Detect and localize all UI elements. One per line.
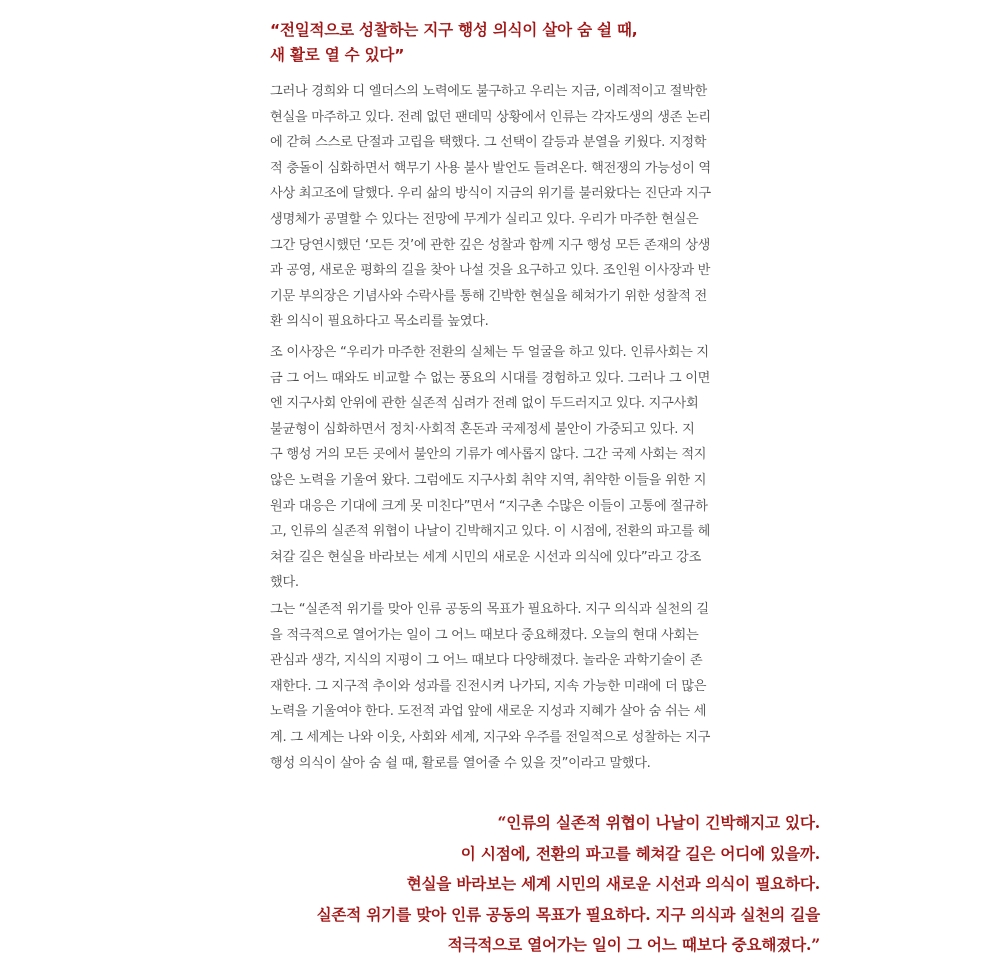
heading-line: “전일적으로 성찰하는 지구 행성 의식이 살아 숨 쉴 때, [270,21,638,39]
text-line: 고, 인류의 실존적 위협이 나날이 긴박해지고 있다. 이 시점에, 전환의 파고를 헤 [270,524,711,540]
text-line: 그간 당연시했던 ‘모든 것’에 관한 깊은 성찰과 함께 지구 행성 모든 존재의 상생 [270,237,711,253]
pull-quote-line: 현실을 바라보는 세계 시민의 새로운 시선과 의식이 필요하다. [406,874,820,893]
text-line: 과 공영, 새로운 평화의 길을 찾아 나설 것을 요구하고 있다. 조인원 이사장과 반 [270,263,711,279]
text-line: 기문 부의장은 기념사와 수락사를 통해 긴박한 현실을 헤쳐가기 위한 성찰적 전 [270,288,707,304]
text-line: 노력을 기울여야 한다. 도전적 과업 앞에 새로운 지성과 지혜가 살아 숨 쉬는 세 [270,704,707,720]
paragraph-3 [270,597,710,776]
pull-quote-line: “인류의 실존적 위협이 나날이 긴박해지고 있다. [497,813,820,832]
text-line: 환 의식이 필요하다고 목소리를 높였다. [270,314,489,330]
text-line: 에 갇혀 스스로 단절과 고립을 택했다. 그 선택이 갈등과 분열을 키웠다. 지정학 [270,135,707,151]
paragraph-2 [270,340,710,596]
paragraph-1 [270,79,711,335]
text-line: 현실을 마주하고 있다. 전례 없던 팬데믹 상황에서 인류는 각자도생의 생존 논리 [270,109,711,125]
text-line: 적 충돌이 심화하면서 핵무기 사용 불사 발언도 들려온다. 핵전쟁의 가능성이 역 [270,160,711,176]
pull-quote-line: 이 시점에, 전환의 파고를 헤쳐갈 길은 어디에 있을까. [460,843,820,863]
text-line: 구 행성 거의 모든 곳에서 불안의 기류가 예사롭지 않다. 그간 국제 사회는 적지 [270,447,707,463]
text-line: 금 그 어느 때와도 비교할 수 없는 풍요의 시대를 경험하고 있다. 그러나 그 이면 [270,370,711,386]
pull-quote [317,808,820,961]
text-line: 계. 그 세계는 나와 이웃, 사회와 세계, 지구와 우주를 전일적으로 성찰하는 지구 [270,729,711,745]
pull-quote-line: 적극적으로 열어가는 일이 그 어느 때보다 중요해졌다.” [447,935,820,954]
text-line: 그는 “실존적 위기를 맞아 인류 공동의 목표가 필요하다. 지구 의식과 실천의 길 [270,602,709,617]
text-line: 재한다. 그 지구적 추이와 성과를 진전시켜 나가되, 지속 가능한 미래에 더 많은 [270,678,707,694]
text-line: 사상 최고조에 달했다. 우리 삶의 방식이 지금의 위기를 불러왔다는 진단과 지구 [270,186,711,202]
text-line: 원과 대응은 기대에 크게 못 미친다”면서 “지구촌 수많은 이들이 고통에 절규하 [270,498,708,514]
text-line: 했다. [270,575,299,591]
text-line: 엔 지구사회 안위에 관한 실존적 심려가 전례 없이 두드러지고 있다. 지구사회 [270,396,699,412]
text-line: 생명체가 공멸할 수 있다는 전망에 무게가 실리고 있다. 우리가 마주한 현실은 [270,211,699,227]
pull-quote-line: 실존적 위기를 맞아 인류 공동의 목표가 필요하다. 지구 의식과 실천의 길을 [316,904,820,924]
heading-line: 새 활로 열 수 있다” [270,46,405,64]
text-line: 않은 노력을 기울여 왔다. 그럼에도 지구사회 취약 지역, 취약한 이들을 위한 지 [270,472,707,488]
text-line: 그러나 경희와 디 엘더스의 노력에도 불구하고 우리는 지금, 이례적이고 절박한 [270,84,707,99]
article-body [270,0,740,771]
text-line: 관심과 생각, 지식의 지평이 그 어느 때보다 다양해졌다. 놀라운 과학기술이 존 [270,653,703,669]
text-line: 불균형이 심화하면서 정치·사회적 혼돈과 국제정세 불안이 가중되고 있다. 지 [270,421,695,437]
section-heading [270,18,740,68]
text-line: 행성 의식이 살아 숨 쉴 때, 활로를 열어줄 수 있을 것”이라고 말했다. [270,755,651,771]
text-line: 쳐갈 길은 현실을 바라보는 세계 시민의 새로운 시선과 의식에 있다”라고 강조 [270,549,702,565]
text-line: 조 이사장은 “우리가 마주한 전환의 실체는 두 얼굴을 하고 있다. 인류사회는 지 [270,345,709,360]
text-line: 을 적극적으로 열어가는 일이 그 어느 때보다 중요해졌다. 오늘의 현대 사회는 [270,627,699,643]
